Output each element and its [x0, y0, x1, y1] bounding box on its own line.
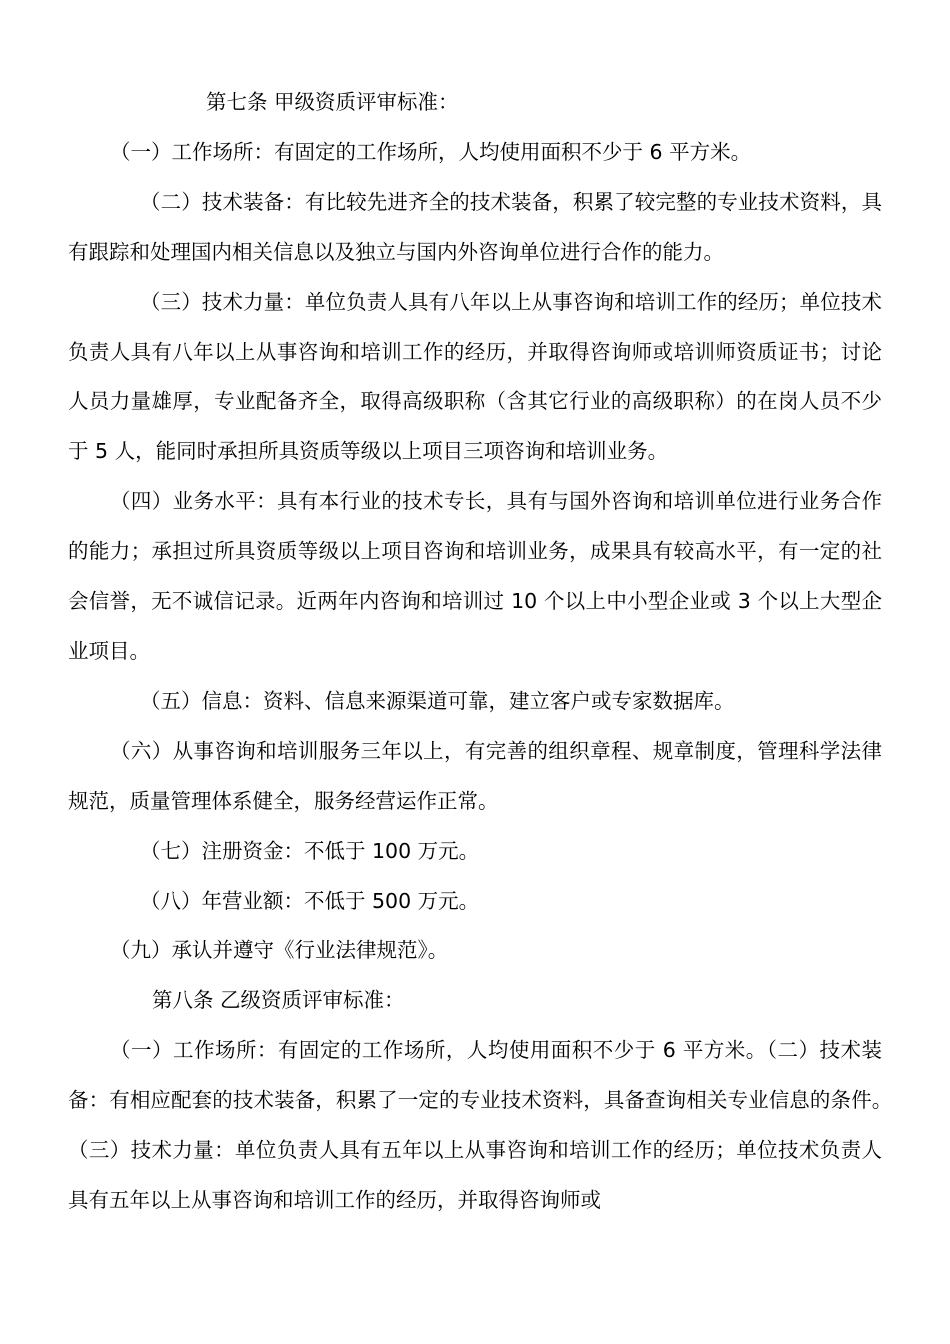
article-7-item-6: （六）从事咨询和培训服务三年以上，有完善的组织章程、规章制度，管理科学法律规范，质量管理体系健全，服务经营运作正常。 [68, 738, 882, 813]
article-7-heading: 第七条 甲级资质评审标准： [206, 90, 459, 114]
article-7-item-7: （七）注册资金：不低于 100 万元。 [140, 838, 480, 863]
article-7-item-4: （四）业务水平：具有本行业的技术专长，具有与国外咨询和培训单位进行业务合作的能力；承担过所具资质等级以上项目咨询和培训业务，成果具有较高水平，有一定的社会信誉，无不诚信记录。近两年内咨询和培训过 10 个以上中小型企业或 3 个以上大型企业项目。 [68, 489, 882, 663]
article-8-heading: 第八条 乙级资质评审标准： [152, 988, 405, 1013]
article-7-item-1: （一）工作场所：有固定的工作场所，人均使用面积不少于 6 平方米。 [110, 139, 752, 164]
document-body [68, 78, 903, 1226]
article-8-text: （一）工作场所：有固定的工作场所，人均使用面积不少于 6 平方米。（二）技术装备：有相应配套的技术装备，积累了一定的专业技术资料，具备查询相关专业信息的条件。 （三）技术力量：单位负责人具有五年以上从事咨询和培训工作的经历；单位技术负责人具有五年以上从事咨询和培训工作的经历，并取得咨询师或 [68, 1038, 903, 1212]
article-7-item-8: （八）年营业额：不低于 500 万元。 [140, 888, 480, 913]
article-7-item-5: （五）信息：资料、信息来源渠道可靠，建立客户或专家数据库。 [140, 688, 735, 713]
article-7-item-9: （九）承认并遵守《行业法律规范》。 [110, 938, 449, 963]
article-7-item-3: （三）技术力量：单位负责人具有八年以上从事咨询和培训工作的经历；单位技术负责人具有八年以上从事咨询和培训工作的经历，并取得咨询师或培训师资质证书；讨论人员力量雄厚，专业配备齐全，取得高级职称（含其它行业的高级职称）的在岗人员不少于 5 人，能同时承担所具资质等级以上项目三项咨询和培训业务。 [68, 289, 882, 464]
article-7-item-2: （二）技术装备：有比较先进齐全的技术装备，积累了较完整的专业技术资料，具有跟踪和处理国内相关信息以及独立与国内外咨询单位进行合作的能力。 [68, 189, 882, 264]
